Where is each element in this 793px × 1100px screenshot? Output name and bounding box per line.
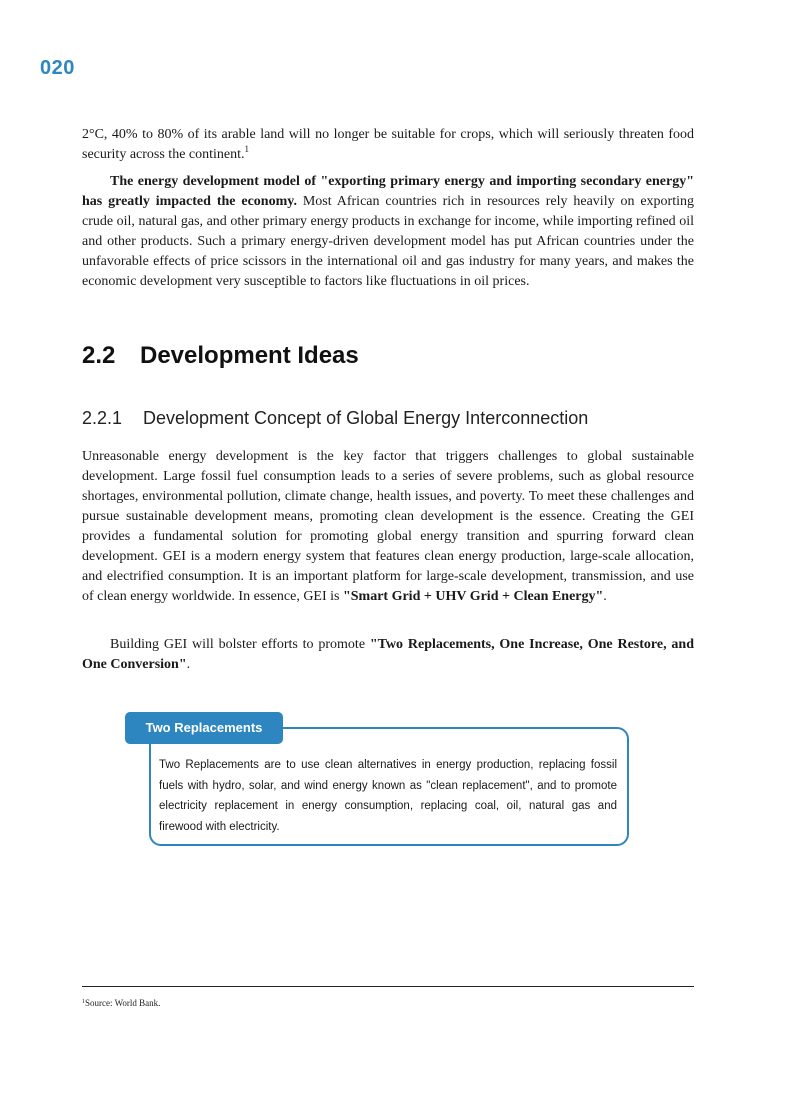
body-paragraph-continuation bbox=[82, 125, 694, 165]
body-paragraph-energy-model bbox=[82, 172, 694, 292]
footnote-reference[interactable]: 1 bbox=[244, 144, 250, 154]
paragraph-bold-lead: The energy development model of "exporting primary energy and importing secondary energy" has greatly impacted the economy. bbox=[82, 174, 694, 209]
paragraph-text: Unreasonable energy development is the key factor that triggers challenges to global sustainable development. Large fossil fuel consumption leads to a series of severe problems, such as global resource shortages, environmental pollution, climate change, health issues, and poverty. To meet these challenges and pursue sustainable development means, promoting clean development is the essence. Creating the GEI provides a fundamental solution for promoting global energy transition and spurring forward clean development. GEI is a modern energy system that features clean energy production, large-scale allocation, and electrified consumption. It is an important platform for large-scale development, transmission, and use of clean energy worldwide. In essence, GEI is bbox=[82, 449, 694, 604]
footnote-text: Source: World Bank. bbox=[85, 998, 161, 1008]
paragraph-gei-concept bbox=[82, 447, 694, 607]
subsection-number: 2.2.1 bbox=[82, 408, 123, 428]
footnote-marker: 1 bbox=[82, 999, 85, 1005]
footnote bbox=[82, 998, 160, 1008]
footnote-divider bbox=[82, 986, 694, 987]
two-replacements-callout bbox=[149, 727, 629, 846]
paragraph-food-security bbox=[82, 125, 694, 165]
subsection-heading bbox=[82, 408, 588, 429]
paragraph-bold-phrase: "Smart Grid + UHV Grid + Clean Energy" bbox=[342, 589, 604, 604]
body-paragraph-building-gei bbox=[82, 635, 694, 675]
body-paragraph-gei-concept bbox=[82, 447, 694, 607]
section-heading bbox=[82, 342, 359, 370]
subsection-title: Development Concept of Global Energy Interconnection bbox=[143, 408, 589, 428]
paragraph-building-gei bbox=[82, 635, 694, 675]
paragraph-text: 2°C, 40% to 80% of its arable land will no longer be suitable for crops, which will seriously threaten food security across the continent. bbox=[82, 127, 694, 162]
paragraph-text: Building GEI will bolster efforts to promote bbox=[110, 637, 370, 652]
paragraph-energy-model bbox=[82, 172, 694, 292]
paragraph-text: Most African countries rich in resources rely heavily on exporting crude oil, natural gas, and other primary energy products in exchange for income, while importing refined oil and other products. Such a primary energy-driven development model has put African countries under the unfavorable effects of price scissors in the international oil and gas industry for many years, and makes the economic development very susceptible to factors like fluctuations in oil prices. bbox=[82, 194, 694, 289]
paragraph-end: . bbox=[186, 657, 191, 672]
callout-title-tab: Two Replacements bbox=[125, 712, 283, 744]
paragraph-end: . bbox=[603, 589, 607, 604]
section-number: 2.2 bbox=[82, 342, 116, 369]
paragraph-bold-phrase: "Two Replacements, One Increase, One Restore, and One Conversion" bbox=[82, 637, 694, 672]
section-title: Development Ideas bbox=[140, 342, 359, 369]
page-number: 020 bbox=[40, 57, 75, 79]
callout-text: Two Replacements are to use clean alternatives in energy production, replacing fossil fuels with hydro, solar, and wind energy known as "clean replacement", and to promote electricity replacement in energy consumption, replacing coal, oil, natural gas and firewood with electricity. bbox=[159, 759, 617, 833]
